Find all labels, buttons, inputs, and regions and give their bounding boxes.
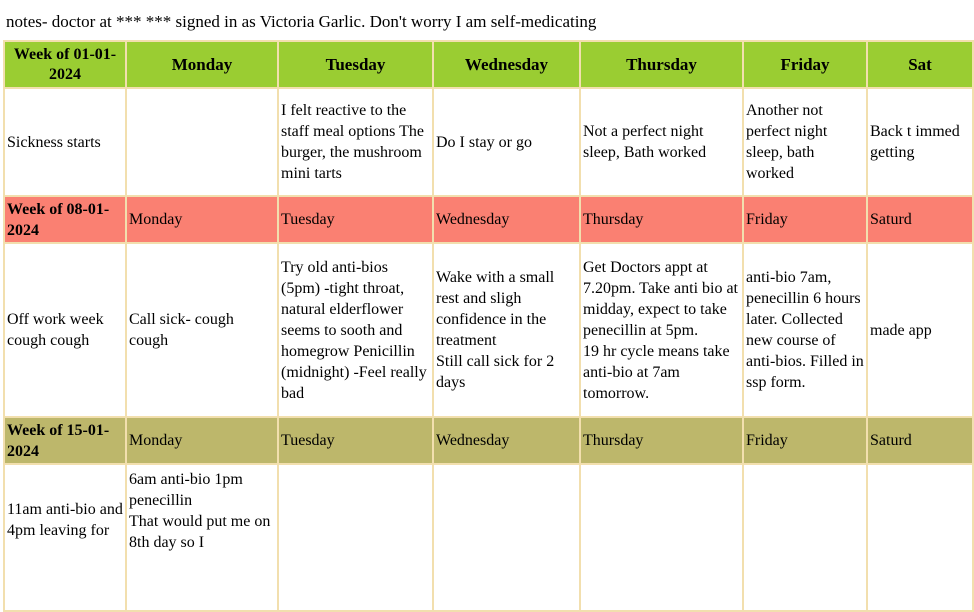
week-entries-row [4, 464, 973, 611]
notes-text: notes- doctor at *** *** signed in as Victoria Garlic. Don't worry I am self-medicating [6, 12, 597, 31]
entry-cell-friday: Another not perfect night sleep, bath worked [743, 88, 867, 196]
day-header-tuesday: Tuesday [278, 196, 433, 243]
entry-line: That would put me on 8th day so I [129, 513, 271, 551]
day-header-friday: Friday [743, 196, 867, 243]
day-header-thursday: Thursday [580, 417, 743, 464]
entry-cell-wednesday [433, 243, 580, 417]
entry-cell-saturday: made app [867, 243, 973, 417]
entry-cell-tuesday [278, 464, 433, 611]
day-header-monday: Monday [126, 196, 278, 243]
week-label: Week of 01-01-2024 [4, 41, 126, 88]
day-header-thursday: Thursday [580, 196, 743, 243]
entry-cell-friday: anti-bio 7am, penecillin 6 hours later. Collected new course of anti-bios. Filled in ssp form. [743, 243, 867, 417]
day-header-saturday: Saturd [867, 417, 973, 464]
day-header-wednesday: Wednesday [433, 417, 580, 464]
day-header-tuesday: Tuesday [278, 417, 433, 464]
week-entries-row [4, 243, 973, 417]
entry-line: Still call sick for 2 days [436, 353, 555, 391]
entry-cell-wednesday [433, 464, 580, 611]
day-header-saturday: Sat [867, 41, 973, 88]
day-header-thursday: Thursday [580, 41, 743, 88]
entry-cell-saturday [867, 464, 973, 611]
entry-cell-monday [126, 88, 278, 196]
day-header-friday: Friday [743, 41, 867, 88]
entry-cell-friday [743, 464, 867, 611]
entry-cell-thursday [580, 464, 743, 611]
day-header-saturday: Saturd [867, 196, 973, 243]
day-header-monday: Monday [126, 417, 278, 464]
entry-cell-monday: Call sick- cough cough [126, 243, 278, 417]
day-header-wednesday: Wednesday [433, 196, 580, 243]
day-header-friday: Friday [743, 417, 867, 464]
entry-cell-monday [126, 464, 278, 611]
week-summary-cell: Off work week cough cough [4, 243, 126, 417]
week-label: Week of 15-01-2024 [4, 417, 126, 464]
entry-cell-wednesday: Do I stay or go [433, 88, 580, 196]
week-header-row [4, 196, 973, 243]
week-calendar-table [3, 40, 974, 612]
entry-line: Wake with a small rest and sligh confidence in the treatment [436, 269, 555, 349]
day-header-monday: Monday [126, 41, 278, 88]
entry-cell-thursday [580, 243, 743, 417]
week-header-row [4, 41, 973, 88]
day-header-wednesday: Wednesday [433, 41, 580, 88]
entry-line: 6am anti-bio 1pm penecillin [129, 471, 243, 509]
entry-cell-saturday: Back t immed getting [867, 88, 973, 196]
week-header-row [4, 417, 973, 464]
entry-cell-thursday: Not a perfect night sleep, Bath worked [580, 88, 743, 196]
week-entries-row [4, 88, 973, 196]
entry-line: 19 hr cycle means take anti-bio at 7am tomorrow. [583, 342, 730, 402]
entry-cell-tuesday: I felt reactive to the staff meal options The burger, the mushroom mini tarts [278, 88, 433, 196]
week-summary-cell: Sickness starts [4, 88, 126, 196]
week-label: Week of 08-01-2024 [4, 196, 126, 243]
day-header-tuesday: Tuesday [278, 41, 433, 88]
week-summary-cell: 11am anti-bio and 4pm leaving for [4, 464, 126, 611]
entry-cell-tuesday: Try old anti-bios (5pm) -tight throat, natural elderflower seems to sooth and homegrow Penicillin (midnight) -Feel really bad [278, 243, 433, 417]
entry-line: Get Doctors appt at 7.20pm. Take anti bio at midday, expect to take penecillin at 5pm. [583, 258, 738, 339]
